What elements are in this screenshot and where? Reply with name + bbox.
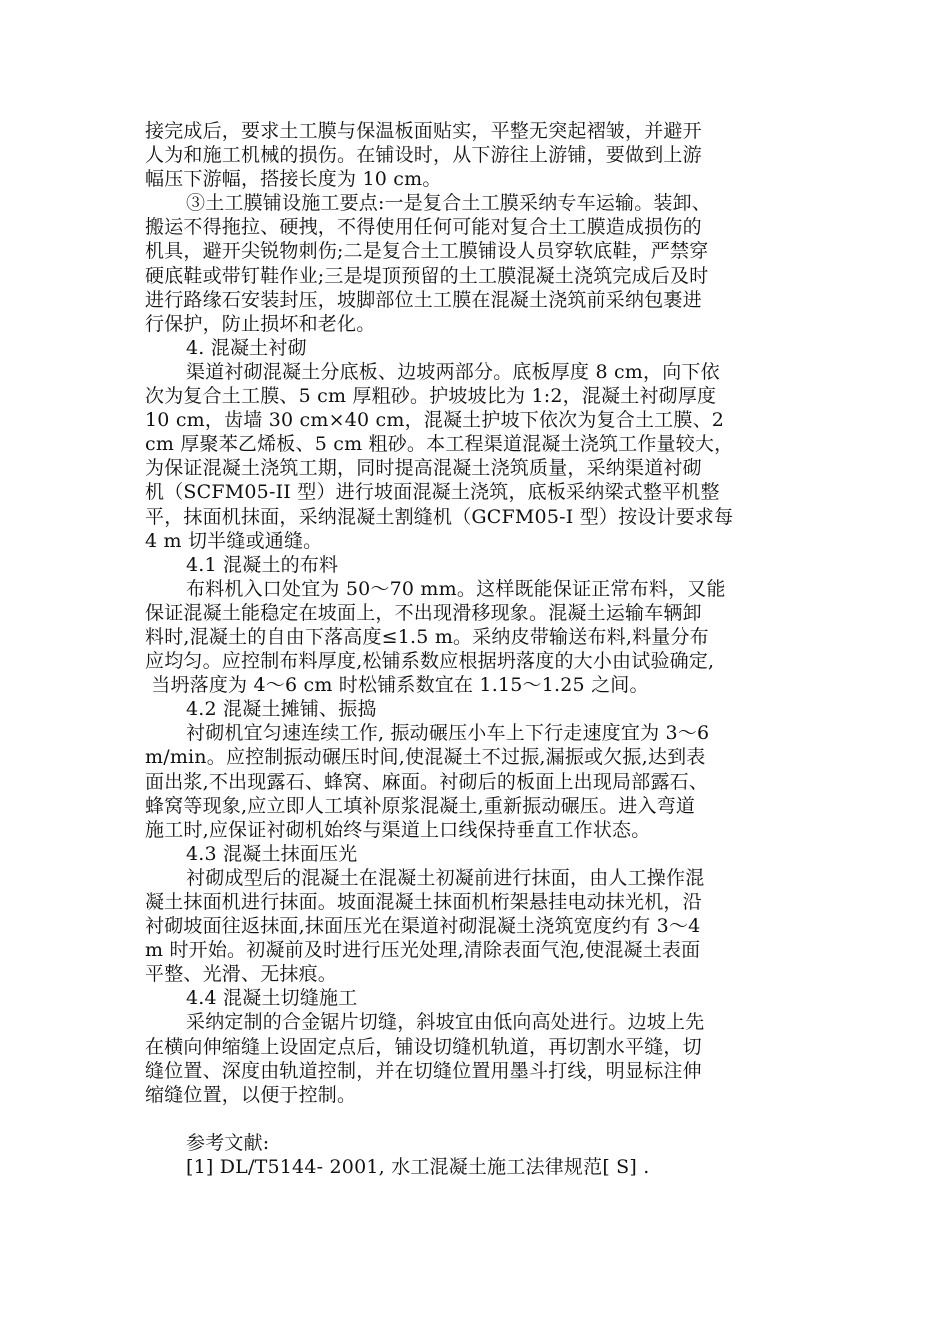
paragraph-concrete-lining: [145, 360, 805, 553]
text-line: 次为复合土工膜、5 cm 厚粗砂。护坡坡比为 1:2，混凝土衬砌厚度: [145, 385, 717, 408]
text-line: 4 m 切半缝或通缝。: [145, 529, 323, 552]
text-line: 搬运不得拖拉、硬拽，不得使用任何可能对复合土工膜造成损伤的: [145, 216, 702, 239]
text-line: 机（SCFM05-II 型）进行坡面混凝土浇筑，底板采纳梁式整平机整: [145, 481, 720, 504]
text-line: 平整、光滑、无抹痕。: [145, 963, 338, 986]
paragraph-concrete-distribution: [145, 577, 805, 697]
text-line: 衬砌坡面往返抹面,抹面压光在渠道衬砌混凝土浇筑宽度约有 3～4: [145, 915, 701, 938]
text-line: 当坍落度为 4～6 cm 时松铺系数宜在 1.15～1.25 之间。: [145, 674, 649, 697]
text-line: 施工时,应保证衬砌机始终与渠道上口线保持垂直工作状态。: [145, 818, 651, 841]
paragraph-continued: [145, 119, 805, 191]
text-line: 布料机入口处宜为 50～70 mm。这样既能保证正常布料，又能: [186, 577, 726, 600]
text-line: 在横向伸缩缝上设固定点后，铺设切缝机轨道，再切割水平缝，切: [145, 1035, 702, 1058]
text-line: 渠道衬砌混凝土分底板、边坡两部分。底板厚度 8 cm，向下依: [186, 360, 720, 383]
section-heading-4: 4. 混凝土衬砌: [186, 336, 307, 359]
text-line: 行保护，防止损坏和老化。: [145, 312, 376, 335]
paragraph-joint-cutting: [145, 1010, 805, 1106]
text-line: 缝位置、深度由轨道控制，并在切缝位置用墨斗打线，明显标注伸: [145, 1059, 702, 1082]
text-line: 为保证混凝土浇筑工期，同时提高混凝土浇筑质量，采纳渠道衬砌: [145, 457, 702, 480]
text-line: 10 cm，齿墙 30 cm×40 cm，混凝土护坡下依次为复合土工膜、2: [145, 409, 725, 432]
section-heading-4-2: 4.2 混凝土摊铺、振捣: [186, 698, 377, 721]
text-line: 蜂窝等现象,应立即人工填补原浆混凝土,重新振动碾压。进入弯道: [145, 794, 696, 817]
text-line: 缩缝位置，以便于控制。: [145, 1083, 357, 1106]
text-line: ③土工膜铺设施工要点:一是复合土工膜采纳专车运输。装卸、: [186, 192, 712, 215]
text-line: m/min。应控制振动碾压时间,使混凝土不过振,漏振或欠振,达到表: [145, 746, 706, 769]
text-line: 机具，避开尖锐物刺伤;二是复合土工膜铺设人员穿软底鞋，严禁穿: [145, 240, 709, 263]
text-line: 人为和施工机械的损伤。在铺设时，从下游往上游铺，要做到上游: [145, 144, 702, 167]
text-line: 凝土抹面机进行抹面。坡面混凝土抹面机桁架悬挂电动抹光机，沿: [145, 891, 702, 913]
text-line: 硬底鞋或带钉鞋作业;三是堤顶预留的土工膜混凝土浇筑完成后及时: [145, 264, 709, 287]
document-body: [145, 119, 805, 1179]
text-line: 幅压下游幅，搭接长度为 10 cm。: [145, 168, 442, 191]
text-line: 衬砌成型后的混凝土在混凝土初凝前进行抹面，由人工操作混: [186, 866, 705, 889]
section-heading-4-1: 4.1 混凝土的布料: [186, 553, 339, 576]
section-heading-4-4: 4.4 混凝土切缝施工: [186, 987, 358, 1010]
reference-item: [1] DL/T5144- 2001, 水工混凝土施工法律规范[ S] .: [186, 1156, 650, 1179]
text-line: 进行路缘石安装封压，坡脚部位土工膜在混凝土浇筑前采纳包裹进: [145, 288, 702, 311]
text-line: m 时开始。初凝前及时进行压光处理,清除表面气泡,使混凝土表面: [145, 939, 701, 962]
text-line: 保证混凝土能稳定在坡面上，不出现滑移现象。混凝土运输车辆卸: [145, 601, 702, 624]
text-line: 料时,混凝土的自由下落高度≤1.5 m。采纳皮带输送布料,料量分布: [145, 625, 709, 648]
references-heading: 参考文献:: [186, 1131, 270, 1154]
text-line: 衬砌机宜匀速连续工作, 振动碾压小车上下行走速度宜为 3～6: [186, 722, 710, 745]
text-line: 接完成后，要求土工膜与保温板面贴实，平整无突起褶皱，并避开: [145, 120, 702, 142]
text-line: 采纳定制的合金锯片切缝，斜坡宜由低向高处进行。边坡上先: [186, 1011, 705, 1034]
blank-line: [145, 1107, 805, 1131]
paragraph-geomembrane-points: [145, 191, 805, 336]
text-line: cm 厚聚苯乙烯板、5 cm 粗砂。本工程渠道混凝土浇筑工作量较大，: [145, 433, 734, 456]
paragraph-paving-vibrating: [145, 721, 805, 841]
text-line: 面出浆,不出现露石、蜂窝、麻面。衬砌后的板面上出现局部露石、: [145, 770, 709, 793]
section-heading-4-3: 4.3 混凝土抹面压光: [186, 842, 358, 865]
paragraph-troweling: [145, 866, 805, 986]
text-line: 平，抹面机抹面，采纳混凝土割缝机（GCFM05-I 型）按设计要求每: [145, 505, 734, 528]
text-line: 应均匀。应控制布料厚度,松铺系数应根据坍落度的大小由试验确定,: [145, 650, 715, 673]
